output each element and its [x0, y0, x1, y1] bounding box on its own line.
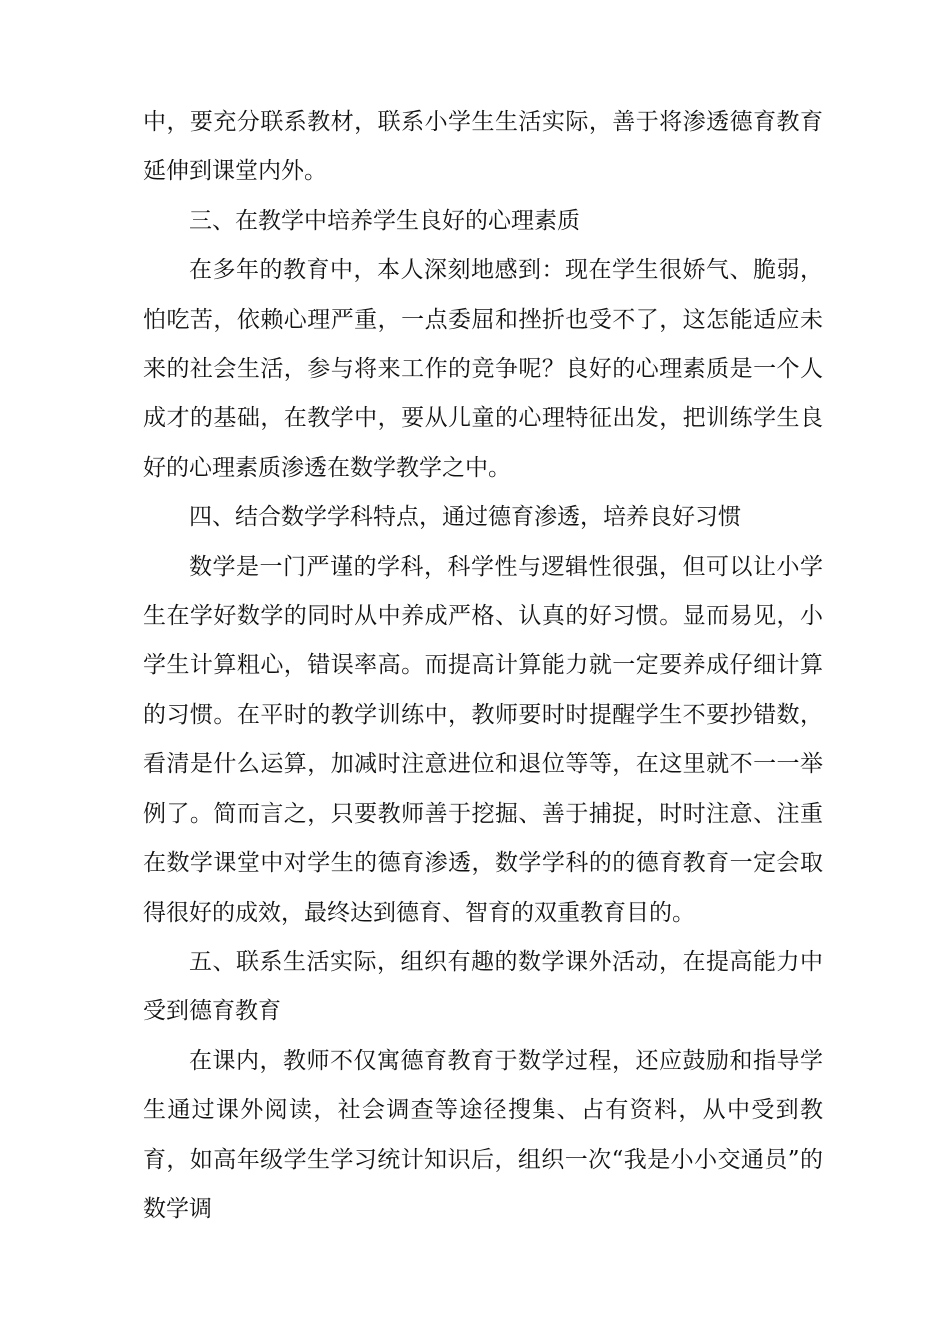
paragraph-section-5: 在课内，教师不仅寓德育教育于数学过程，还应鼓励和指导学生通过课外阅读，社会调查等途径搜集、占有资料，从中受到教育，如高年级学生学习统计知识后，组织一次“我是小小交通员”的数学调 — [143, 1047, 823, 1222]
heading-section-3: 三、在教学中培养学生良好的心理素质 — [189, 207, 580, 234]
paragraph-section-4: 数学是一门严谨的学科，科学性与逻辑性很强，但可以让小学生在学好数学的同时从中养成严格、认真的好习惯。显而易见，小学生计算粗心，错误率高。而提高计算能力就一定要养成仔细计算的习惯。在平时的教学训练中，教师要时时提醒学生不要抄错数，看清是什么运算，加减时注意进位和退位等等，在这里就不一一举例了。简而言之，只要教师善于挖掘、善于捕捉，时时注意、注重在数学课堂中对学生的德育渗透，数学学科的的德育教育一定会取得很好的成效，最终达到德育、智育的双重教育目的。 — [143, 553, 823, 926]
heading-section-4: 四、结合数学学科特点，通过德育渗透，培养良好习惯 — [189, 504, 741, 531]
paragraph-section-3: 在多年的教育中，本人深刻地感到：现在学生很娇气、脆弱，怕吃苦，依赖心理严重，一点委屈和挫折也受不了，这怎能适应未来的社会生活，参与将来工作的竞争呢？良好的心理素质是一个人成才的基础，在教学中，要从儿童的心理特征出发，把训练学生良好的心理素质渗透在数学教学之中。 — [143, 257, 823, 481]
body-text — [143, 98, 823, 1234]
paragraph-continuation: 中，要充分联系教材，联系小学生生活实际，善于将渗透德育教育延伸到课堂内外。 — [143, 109, 823, 185]
heading-section-5: 五、联系生活实际，组织有趣的数学课外活动，在提高能力中受到德育教育 — [143, 948, 823, 1025]
